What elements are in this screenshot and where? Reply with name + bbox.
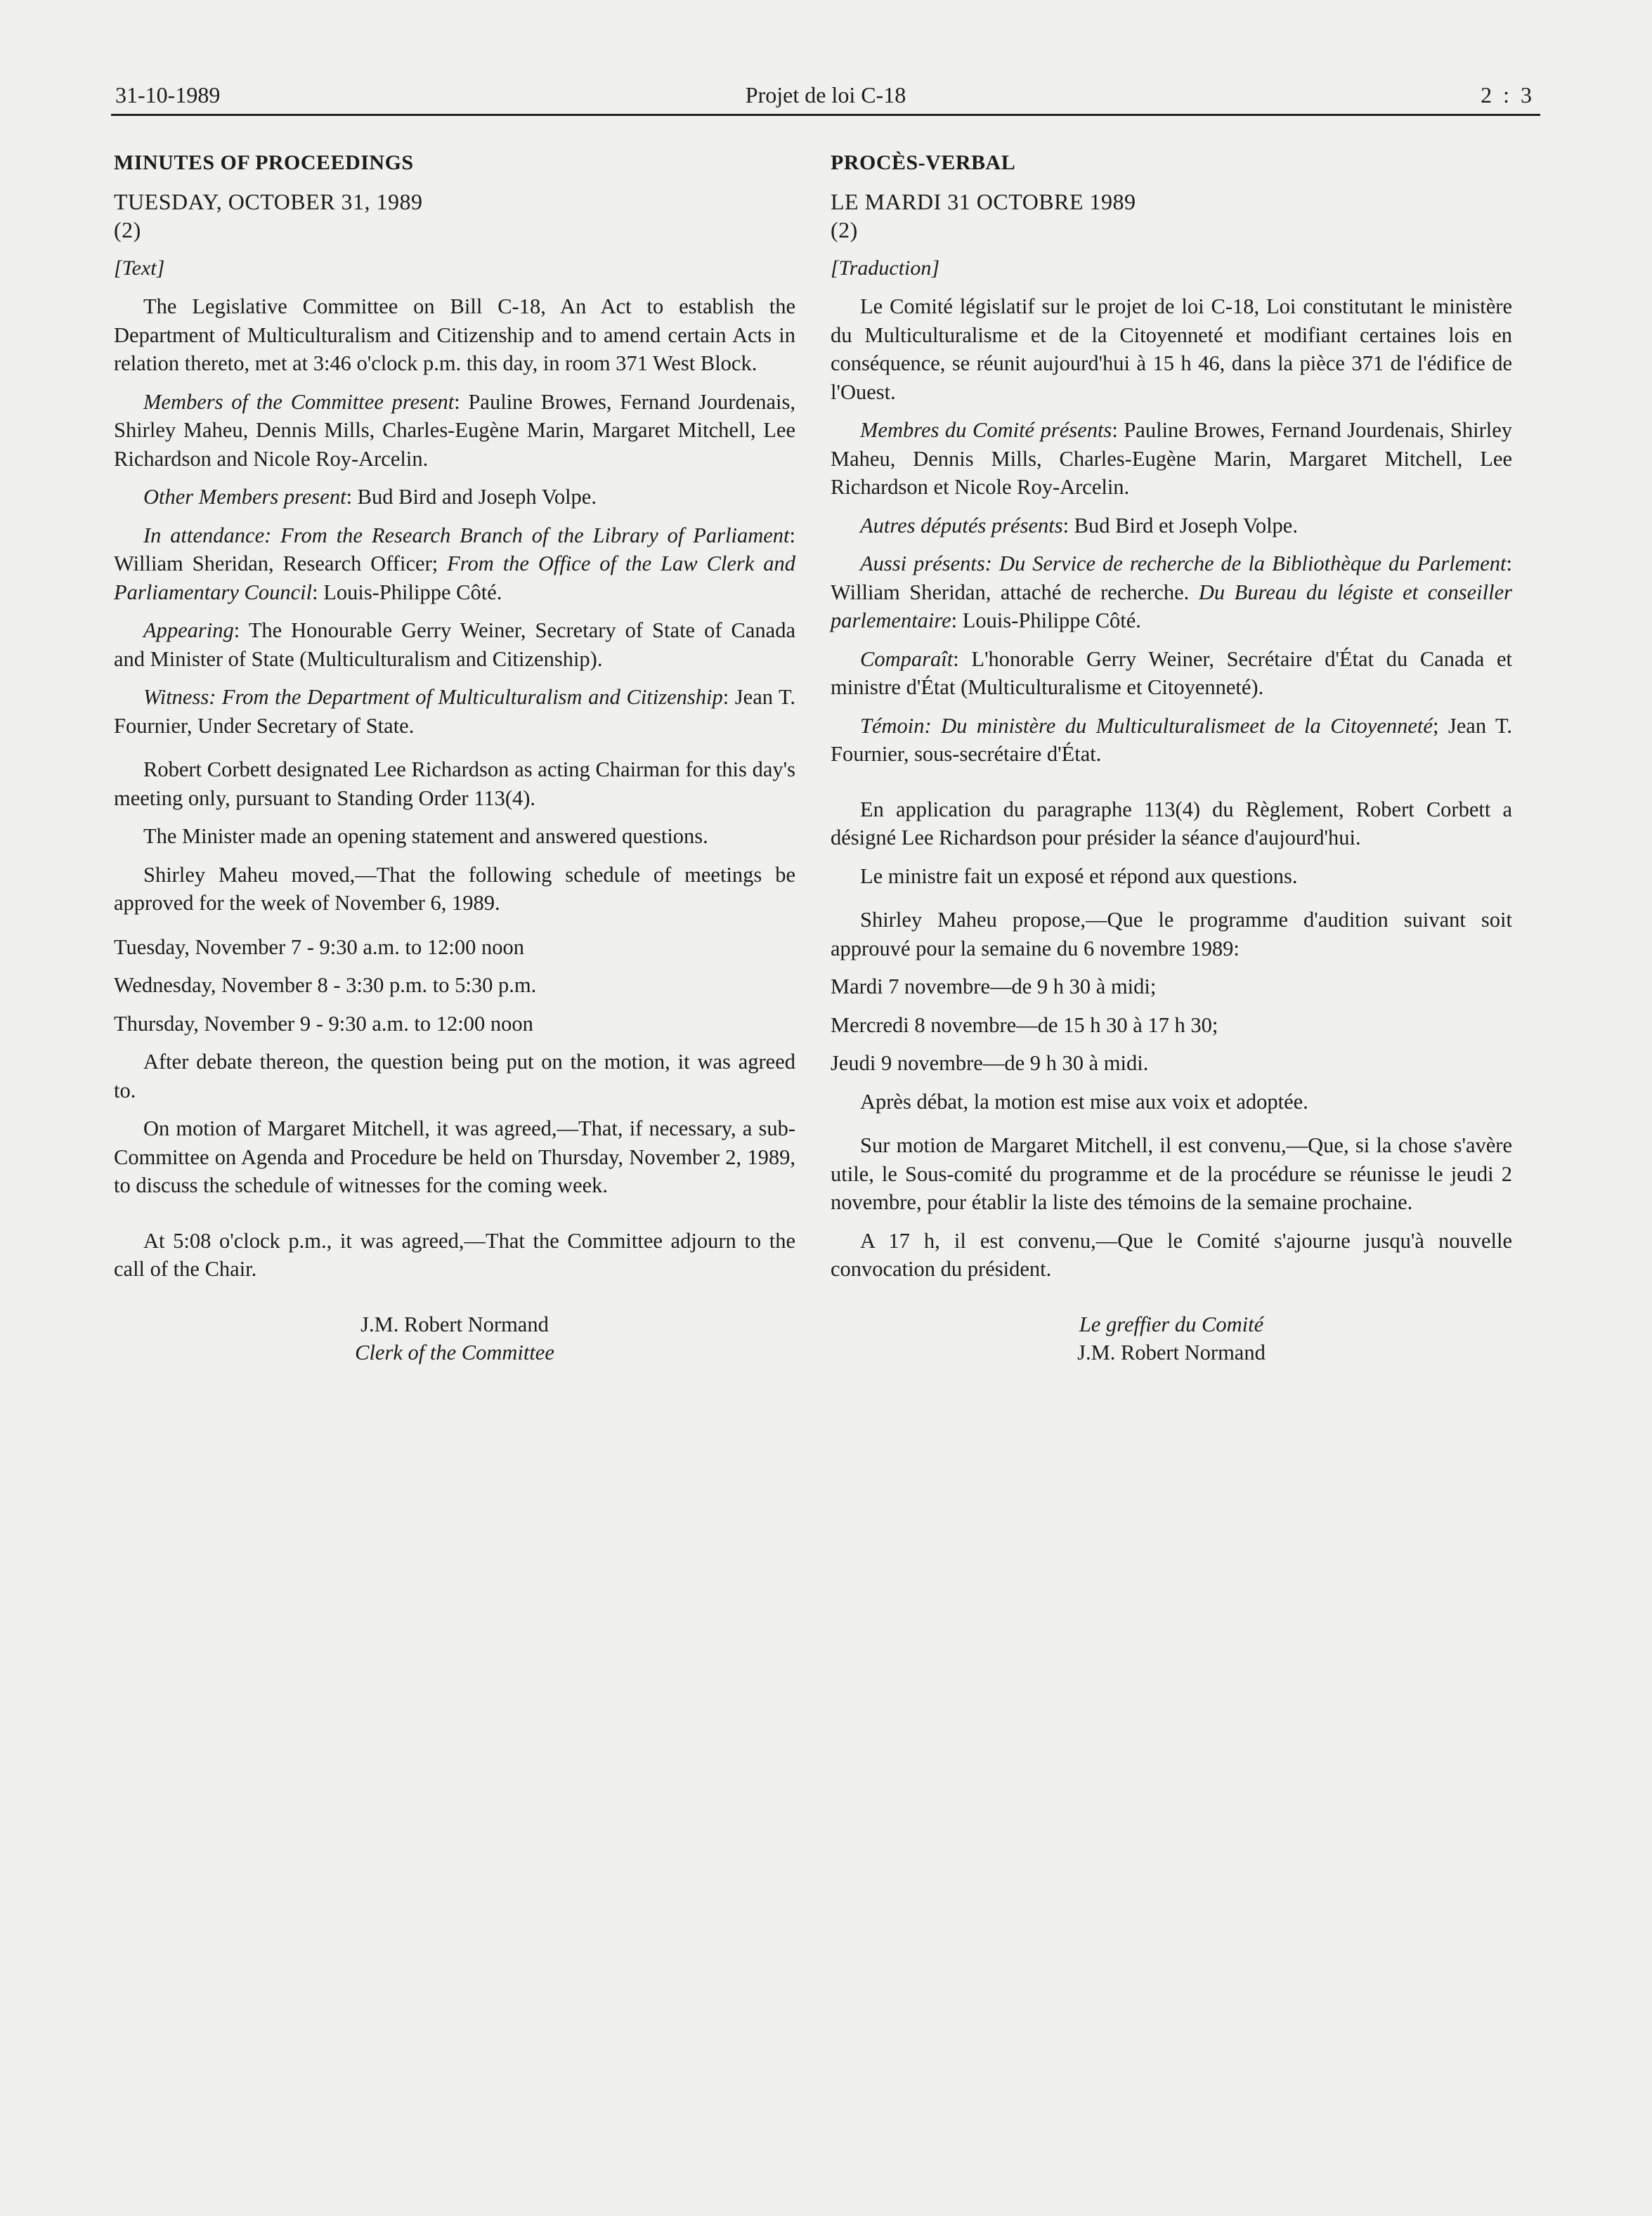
minister-paragraph: Le ministre fait un exposé et répond aux questions. (860, 863, 1298, 888)
other-members (114, 483, 795, 511)
in-attendance (831, 549, 1512, 635)
other-members-label: Other Members present (143, 485, 346, 509)
motion-paragraph: Shirley Maheu moved,—That the following schedule of meetings be approved for the week of November 6, 1989. (114, 862, 795, 915)
witness-text: ; Jean T. Fournier, sous-secrétaire d'État. (831, 713, 1513, 766)
appearing-text: : L'honorable Gerry Weiner, Secrétaire d'État du Canada et ministre d'État (Multiculturalisme et Citoyenneté). (831, 646, 1512, 699)
intro-paragraph: Le Comité législatif sur le projet de loi C-18, Loi constitutant le ministère du Multiculturalisme et de la Citoyenneté et modifiant certaines lois en conséquence, se réunit aujourd'hui à 15 h 46, dans la pièce 371 de l'édifice de l'Ouest. (831, 294, 1512, 404)
subcommittee-paragraph: On motion of Margaret Mitchell, it was agreed,—That, if necessary, a sub-Committee on Agenda and Procedure be held on Thursday, November 2, 1989, to discuss the schedule of witnesses for the coming week. (114, 1116, 795, 1197)
appearing-text: : The Honourable Gerry Weiner, Secretary of State of Canada and Minister of State (Multiculturalism and Citizenship). (114, 618, 795, 671)
members-label: Members of the Committee present (143, 389, 455, 414)
meeting-number: (2) (831, 217, 858, 242)
witness (831, 712, 1512, 769)
other-members (831, 511, 1512, 540)
schedule-item: Tuesday, November 7 - 9:30 a.m. to 12:00 noon (114, 934, 524, 959)
header-title: Projet de loi C-18 (745, 82, 906, 107)
attendance-label: Aussi présents (860, 552, 985, 575)
debate-paragraph: Après débat, la motion est mise aux voix et adoptée. (860, 1089, 1308, 1114)
schedule-item: Thursday, November 9 - 9:30 a.m. to 12:00 noon (114, 1011, 533, 1036)
attendance-source-2: Du Bureau du légiste et conseiller parlementaire (831, 580, 1512, 632)
intro-paragraph: The Legislative Committee on Bill C-18, An Act to establish the Department of Multiculturalism and Citizenship and to amend certain Acts in relation thereto, met at 3:46 o'clock p.m. this day, in room 371 West Block. (114, 294, 795, 375)
meeting-date: LE MARDI 31 OCTOBRE 1989 (831, 188, 1136, 214)
other-members-list: : Bud Bird and Joseph Volpe. (346, 485, 597, 509)
minister-paragraph: The Minister made an opening statement and answered questions. (143, 824, 708, 848)
appearing (114, 616, 795, 673)
members-list: : Pauline Browes, Fernand Jourdenais, Shirley Maheu, Dennis Mills, Charles-Eugène Marin, Margaret Mitchell, Lee Richardson et Nicole Roy-Arcelin. (831, 418, 1512, 499)
text-mark: [Text] (114, 256, 165, 280)
members-list: : Pauline Browes, Fernand Jourdenais, Shirley Maheu, Dennis Mills, Charles-Eugène Marin, Margaret Mitchell, Lee Richardson and Nicole Roy-Arcelin. (114, 389, 795, 471)
in-attendance (114, 521, 795, 607)
clerk-name: J.M. Robert Normand (360, 1312, 549, 1336)
header-page-number: 2 : 3 (1481, 82, 1535, 107)
header-date: 31-10-1989 (115, 82, 221, 107)
adjourn-paragraph: At 5:08 o'clock p.m., it was agreed,—That the Committee adjourn to the call of the Chair. (114, 1228, 795, 1281)
witness-source: : Du ministère du Multiculturalismeet de la Citoyenneté (924, 713, 1433, 738)
witness-label: Témoin (860, 713, 925, 738)
motion-paragraph: Shirley Maheu propose,—Que le programme d'audition suivant soit approuvé pour la semaine du 6 novembre 1989: (831, 908, 1512, 960)
attendance-source-1: : Du Service de recherche de la Bibliothèque du Parlement (984, 552, 1507, 575)
witness-text: : Jean T. Fournier, Under Secretary of State. (114, 685, 796, 738)
meeting-number: (2) (114, 217, 141, 242)
english-column (114, 149, 795, 1367)
attendance-source-1: : From the Research Branch of the Library of Parliament (264, 523, 790, 547)
witness (114, 683, 795, 740)
meeting-date: TUESDAY, OCTOBER 31, 1989 (114, 188, 423, 214)
schedule-item: Jeudi 9 novembre—de 9 h 30 à midi. (831, 1051, 1149, 1075)
chair-paragraph: En application du paragraphe 113(4) du Règlement, Robert Corbett a désigné Lee Richardson pour présider la séance d'aujourd'hui. (831, 797, 1512, 849)
attendance-label: In attendance (143, 523, 265, 547)
schedule-item: Mercredi 8 novembre—de 15 h 30 à 17 h 30; (831, 1012, 1218, 1037)
page-header (111, 77, 1540, 116)
debate-paragraph: After debate thereon, the question being put on the motion, it was agreed to. (114, 1050, 795, 1102)
subcommittee-paragraph: Sur motion de Margaret Mitchell, il est convenu,—Que, si la chose s'avère utile, le Sous-comité du programme et de la procédure se réunisse le jeudi 2 novembre, pour établir la liste des témoins de la semaine prochaine. (831, 1133, 1512, 1214)
other-members-label: Autres députés présents (860, 513, 1063, 537)
schedule-item: Mardi 7 novembre—de 9 h 30 à midi; (831, 975, 1157, 998)
members-present (114, 388, 795, 474)
other-members-list: : Bud Bird et Joseph Volpe. (1062, 513, 1298, 537)
appearing (831, 645, 1512, 702)
witness-label: Witness (143, 685, 209, 709)
schedule-item: Wednesday, November 8 - 3:30 p.m. to 5:30 p.m. (114, 973, 537, 997)
minutes-heading: PROCÈS-VERBAL (831, 151, 1016, 174)
chair-paragraph: Robert Corbett designated Lee Richardson as acting Chairman for this day's meeting only, pursuant to Standing Order 113(4). (114, 757, 795, 810)
attendance-person-1: : William Sheridan, Research Officer; (114, 523, 796, 575)
attendance-person-2: : Louis-Philippe Côté. (312, 580, 502, 604)
minutes-heading: MINUTES OF PROCEEDINGS (114, 151, 414, 174)
members-label: Membres du Comité présents (860, 418, 1112, 442)
attendance-person-1: : William Sheridan, attaché de recherche. (831, 552, 1512, 604)
clerk-name: J.M. Robert Normand (1077, 1341, 1266, 1364)
text-mark: [Traduction] (831, 256, 940, 280)
members-present (831, 416, 1512, 502)
french-column (831, 149, 1512, 1367)
appearing-label: Comparaît (860, 646, 954, 671)
clerk-title: Clerk of the Committee (355, 1341, 554, 1364)
witness-source: : From the Department of Multiculturalism and Citizenship (209, 685, 723, 709)
clerk-title: Le greffier du Comité (1079, 1312, 1264, 1336)
adjourn-paragraph: A 17 h, il est convenu,—Que le Comité s'ajourne jusqu'à nouvelle convocation du président. (831, 1228, 1512, 1281)
attendance-source-2: From the Office of the Law Clerk and Parliamentary Council (114, 552, 795, 604)
attendance-person-2: : Louis-Philippe Côté. (951, 608, 1141, 632)
appearing-label: Appearing (143, 618, 234, 642)
